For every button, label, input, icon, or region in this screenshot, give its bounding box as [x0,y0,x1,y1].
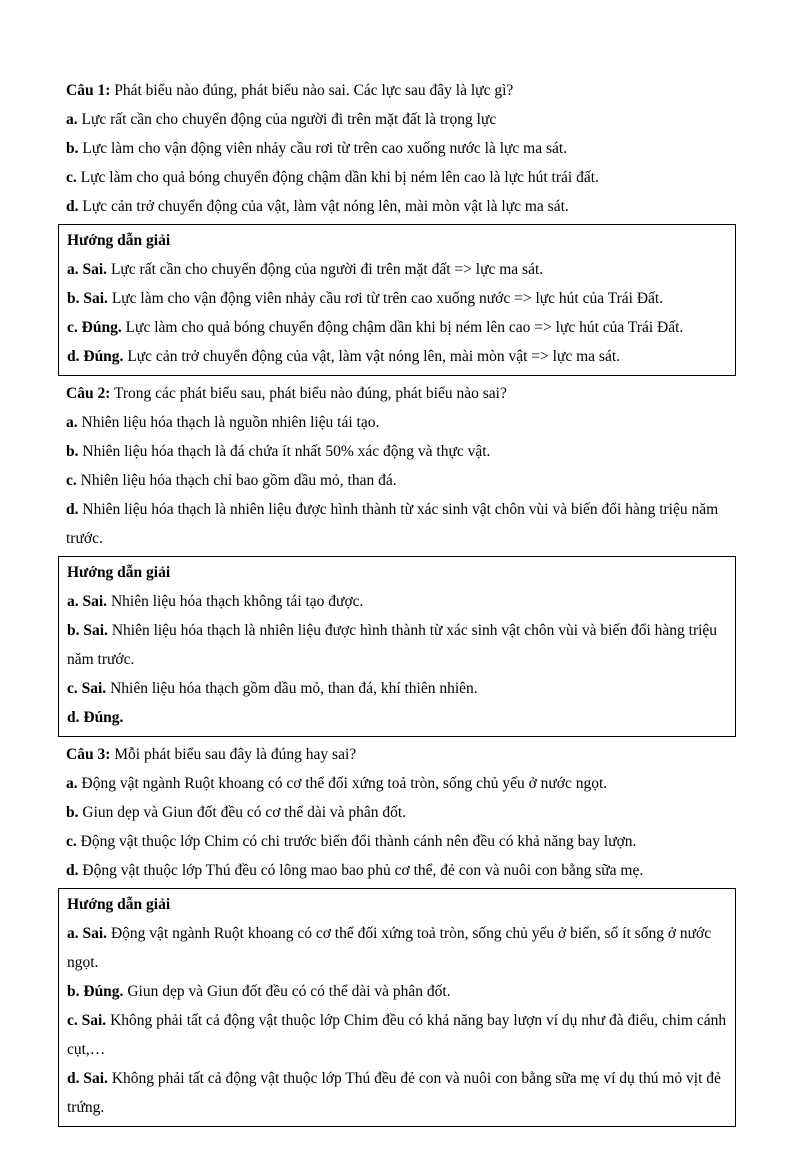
answer-c [67,313,727,342]
statement-text: Nhiên liệu hóa thạch là nhiên liệu được hình thành từ xác sinh vật chôn vùi và biến đổi hàng triệu năm trước. [66,501,719,547]
answer-text: Nhiên liệu hóa thạch không tái tạo được. [110,593,364,610]
statement-c [66,163,730,192]
question-text: Trong các phát biểu sau, phát biểu nào đúng, phát biểu nào sai? [113,385,507,402]
answer-c [67,1006,727,1064]
question-3 [66,740,730,1127]
answer-label: b. Đúng. [67,983,124,1000]
solution-box [58,224,736,376]
statement-label: a. [66,775,78,792]
solution-heading-text: Hướng dẫn giải [67,896,171,913]
answer-label: b. Sai. [67,622,108,639]
answer-b [67,616,727,674]
solution-box [58,556,736,737]
answer-label: c. Sai. [67,1012,107,1029]
question-2 [66,379,730,737]
statement-label: c. [66,169,77,186]
answer-a [67,587,727,616]
answer-c [67,674,727,703]
statement-text: Lực làm cho vận động viên nhảy cầu rơi từ trên cao xuống nước là lực ma sát. [82,140,568,157]
question-title [66,76,730,105]
statement-label: c. [66,472,77,489]
statement-b [66,134,730,163]
statement-text: Động vật ngành Ruột khoang có cơ thể đối xứng toả tròn, sống chủ yếu ở nước ngọt. [81,775,608,792]
statement-text: Nhiên liệu hóa thạch là nguồn nhiên liệu tái tạo. [81,414,380,431]
statement-a [66,105,730,134]
question-label: Câu 1: [66,82,111,99]
answer-d [67,703,727,732]
answer-text: Nhiên liệu hóa thạch là nhiên liệu được hình thành từ xác sinh vật chôn vùi và biến đổi hàng triệu năm trước. [67,622,718,668]
statement-d [66,495,730,553]
statement-c [66,827,730,856]
statement-label: b. [66,140,79,157]
answer-text: Không phải tất cả động vật thuộc lớp Chim đều có khả năng bay lượn ví dụ như đà điểu, chim cánh cụt,… [67,1012,727,1058]
statement-label: d. [66,198,79,215]
answer-text: Lực làm cho quả bóng chuyển động chậm dần khi bị ném lên cao => lực hút của Trái Đất. [125,319,684,336]
answer-b [67,284,727,313]
statement-label: b. [66,804,79,821]
question-label: Câu 3: [66,746,111,763]
statement-label: a. [66,414,78,431]
answer-a [67,255,727,284]
statement-a [66,408,730,437]
statement-text: Lực làm cho quả bóng chuyển động chậm dần khi bị ném lên cao là lực hút trái đất. [80,169,599,186]
answer-label: c. Sai. [67,680,107,697]
statement-a [66,769,730,798]
statement-d [66,192,730,221]
answer-text: Động vật ngành Ruột khoang có cơ thể đối xứng toả tròn, sống chủ yếu ở biển, số ít sống ở nước ngọt. [67,925,712,971]
answer-label: a. Sai. [67,593,108,610]
answer-b [67,977,727,1006]
answer-d [67,1064,727,1122]
question-1 [66,76,730,376]
question-title [66,740,730,769]
answer-text: Lực rất cần cho chuyển động của người đi trên mặt đất => lực ma sát. [110,261,544,278]
answer-a [67,919,727,977]
answer-label: d. Sai. [67,1070,108,1087]
question-label: Câu 2: [66,385,111,402]
statement-c [66,466,730,495]
answer-label: a. Sai. [67,925,108,942]
statement-label: a. [66,111,78,128]
statement-label: b. [66,443,79,460]
solution-heading [67,558,727,587]
answer-label: a. Sai. [67,261,108,278]
answer-label: d. Đúng. [67,348,124,365]
answer-label: d. Đúng. [67,709,124,726]
statement-text: Giun dẹp và Giun đốt đều có cơ thể dài và phân đốt. [82,804,407,821]
solution-heading-text: Hướng dẫn giải [67,232,171,249]
statement-b [66,798,730,827]
answer-text: Giun dẹp và Giun đốt đều có có thể dài và phân đốt. [127,983,451,1000]
answer-text: Không phải tất cả động vật thuộc lớp Thú đều đẻ con và nuôi con bằng sữa mẹ ví dụ thú mỏ vịt đẻ trứng. [67,1070,721,1116]
statement-label: c. [66,833,77,850]
answer-d [67,342,727,371]
question-text: Phát biểu nào đúng, phát biểu nào sai. Các lực sau đây là lực gì? [114,82,514,99]
answer-label: b. Sai. [67,290,108,307]
answer-text: Lực cản trở chuyển động của vật, làm vật nóng lên, mài mòn vật => lực ma sát. [127,348,621,365]
statement-label: d. [66,501,79,518]
statement-b [66,437,730,466]
statement-d [66,856,730,885]
statement-text: Nhiên liệu hóa thạch là đá chứa ít nhất 50% xác động và thực vật. [82,443,491,460]
statement-text: Động vật thuộc lớp Thú đều có lông mao bao phủ cơ thể, đẻ con và nuôi con bằng sữa mẹ. [82,862,644,879]
answer-label: c. Đúng. [67,319,122,336]
statement-text: Lực rất cần cho chuyển động của người đi trên mặt đất là trọng lực [81,111,497,128]
statement-text: Động vật thuộc lớp Chim có chi trước biến đổi thành cánh nên đều có khả năng bay lượn. [80,833,637,850]
question-text: Mỗi phát biểu sau đây là đúng hay sai? [114,746,357,763]
statement-text: Lực cản trở chuyển động của vật, làm vật nóng lên, mài mòn vật là lực ma sát. [82,198,569,215]
answer-text: Nhiên liệu hóa thạch gồm dầu mỏ, than đá, khí thiên nhiên. [110,680,478,697]
statement-label: d. [66,862,79,879]
solution-heading [67,226,727,255]
statement-text: Nhiên liệu hóa thạch chỉ bao gồm dầu mỏ, than đá. [80,472,397,489]
solution-heading [67,890,727,919]
question-title [66,379,730,408]
solution-heading-text: Hướng dẫn giải [67,564,171,581]
solution-box [58,888,736,1127]
answer-text: Lực làm cho vận động viên nhảy cầu rơi từ trên cao xuống nước => lực hút của Trái Đất. [111,290,664,307]
